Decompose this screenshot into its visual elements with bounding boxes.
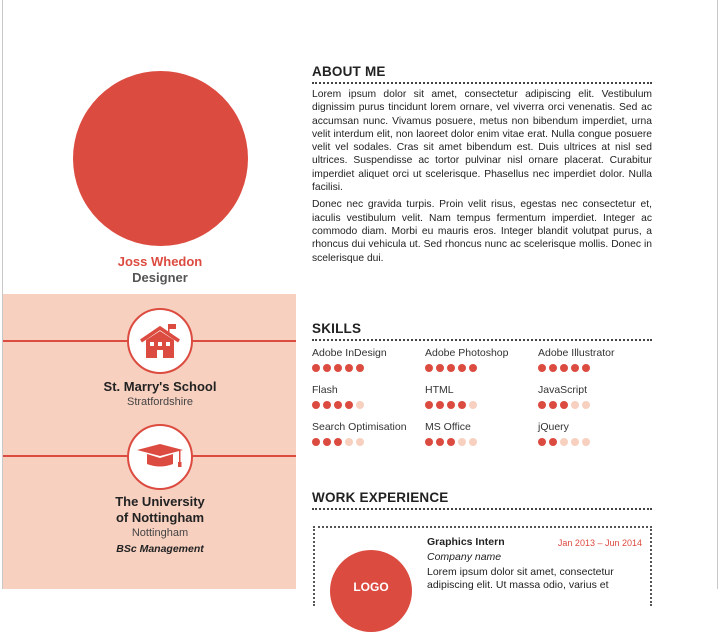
rating-dot-empty [469, 438, 477, 446]
rating-dot-empty [458, 438, 466, 446]
rating-dot-filled [323, 364, 331, 372]
skill-rating [425, 401, 538, 409]
skill-rating [312, 401, 425, 409]
skill-item [312, 347, 425, 372]
rating-dot-filled [560, 401, 568, 409]
skill-rating [538, 364, 652, 372]
skill-name: Adobe InDesign [312, 347, 387, 359]
job-dates: Jan 2013 – Jun 2014 [557, 538, 642, 548]
rating-dot-filled [436, 438, 444, 446]
rating-dot-filled [425, 438, 433, 446]
school-name: St. Marry's School [103, 379, 217, 394]
university-name-line1: The University [115, 494, 205, 509]
rating-dot-filled [469, 364, 477, 372]
skill-name: Search Optimisation [312, 421, 407, 433]
rating-dot-filled [312, 438, 320, 446]
rating-dot-filled [447, 401, 455, 409]
rating-dot-filled [549, 401, 557, 409]
skills-section [312, 321, 652, 446]
skill-item [425, 384, 538, 409]
rating-dot-filled [345, 401, 353, 409]
school-location: Stratfordshire [126, 396, 194, 408]
skill-name: jQuery [538, 421, 569, 433]
skill-item [538, 347, 652, 372]
company-logo: LOGO [330, 550, 412, 632]
job-card [313, 526, 652, 606]
rating-dot-filled [334, 364, 342, 372]
skill-name: JavaScript [538, 384, 588, 396]
rating-dot-filled [312, 364, 320, 372]
rating-dot-filled [334, 438, 342, 446]
education-entry [53, 494, 267, 557]
rating-dot-filled [571, 364, 579, 372]
skill-name: Adobe Photoshop [425, 347, 509, 359]
school-house-icon [139, 323, 181, 359]
skill-item [538, 384, 652, 409]
about-section [312, 64, 652, 265]
skill-rating [312, 438, 425, 446]
university-badge [127, 424, 193, 490]
rating-dot-empty [571, 401, 579, 409]
graduation-cap-icon [135, 442, 185, 472]
rating-dot-filled [323, 401, 331, 409]
rating-dot-empty [560, 438, 568, 446]
rating-dot-filled [538, 364, 546, 372]
rating-dot-empty [469, 401, 477, 409]
rating-dot-filled [425, 364, 433, 372]
skill-name: Adobe Illustrator [538, 347, 615, 359]
skill-name: HTML [425, 384, 454, 396]
rating-dot-filled [345, 364, 353, 372]
rating-dot-filled [458, 364, 466, 372]
skill-rating [538, 438, 652, 446]
profile-name: Joss Whedon [117, 254, 203, 269]
school-badge [127, 308, 193, 374]
skill-rating [425, 364, 538, 372]
profile-photo [73, 71, 248, 246]
rating-dot-filled [447, 438, 455, 446]
about-paragraph: Donec nec gravida turpis. Proin velit risus, egestas nec consectetur et, iaculis vestibulum velit. Nam tempus fermentum imperdiet. Integer ac commodo diam. Morbi eu mauris eros. Integer blandit volutpat purus, a rhoncus dui vehicula ut. Sed rhoncus nunc ac scelerisque mollis. Donec in scelerisque dui. [312, 199, 652, 264]
rating-dot-empty [582, 438, 590, 446]
skill-item [425, 421, 538, 446]
skill-item [538, 421, 652, 446]
skill-rating [538, 401, 652, 409]
rating-dot-filled [549, 364, 557, 372]
job-description: Lorem ipsum dolor sit amet, consectetur adipiscing elit. Ut massa odio, varius et [427, 566, 614, 591]
rating-dot-filled [560, 364, 568, 372]
rating-dot-filled [458, 401, 466, 409]
rating-dot-filled [334, 401, 342, 409]
rating-dot-filled [549, 438, 557, 446]
degree: BSc Management [116, 543, 204, 555]
rating-dot-empty [582, 401, 590, 409]
rating-dot-filled [356, 364, 364, 372]
skills-heading: SKILLS [312, 321, 652, 341]
company-name: Company name [427, 551, 502, 563]
rating-dot-empty [571, 438, 579, 446]
work-section [312, 490, 652, 594]
page-edge-right [717, 0, 718, 589]
university-name-line2: of Nottingham [115, 510, 205, 525]
skill-item [312, 384, 425, 409]
rating-dot-filled [538, 401, 546, 409]
profile-title: Designer [132, 270, 188, 285]
education-sidebar [3, 294, 296, 589]
work-heading: WORK EXPERIENCE [312, 490, 652, 510]
job-title: Graphics Intern [427, 536, 505, 548]
skill-rating [425, 438, 538, 446]
skill-item [312, 421, 425, 446]
rating-dot-empty [356, 438, 364, 446]
rating-dot-filled [538, 438, 546, 446]
rating-dot-empty [345, 438, 353, 446]
skill-item [425, 347, 538, 372]
university-location: Nottingham [131, 527, 189, 539]
about-heading: ABOUT ME [312, 64, 652, 84]
rating-dot-filled [425, 401, 433, 409]
skill-name: MS Office [425, 421, 471, 433]
about-paragraph: Lorem ipsum dolor sit amet, consectetur adipiscing elit. Vestibulum dignissim purus tincidunt lorem ornare, vel viverra orci venenatis. Sed ac accumsan nunc. Vivamus posuere, metus non bibendum imperdiet, urna velit interdum elit, non laoreet dolor enim vitae erat. Nulla congue posuere velit vel sodales. Cras sit amet bibendum est. Duis ultrices at nisl sed ultrices. Suspendisse ac tortor pulvinar nisl ornare placerat. Curabitur imperdiet aliquet orci ut scelerisque. Phasellus nec imperdiet dolor. Nulla facilisi. [312, 89, 652, 194]
skill-rating [312, 364, 425, 372]
rating-dot-filled [436, 401, 444, 409]
education-entry [53, 379, 267, 409]
rating-dot-filled [447, 364, 455, 372]
rating-dot-empty [356, 401, 364, 409]
rating-dot-filled [312, 401, 320, 409]
rating-dot-filled [582, 364, 590, 372]
rating-dot-filled [436, 364, 444, 372]
skill-name: Flash [312, 384, 338, 396]
rating-dot-filled [323, 438, 331, 446]
skills-grid [312, 347, 652, 446]
